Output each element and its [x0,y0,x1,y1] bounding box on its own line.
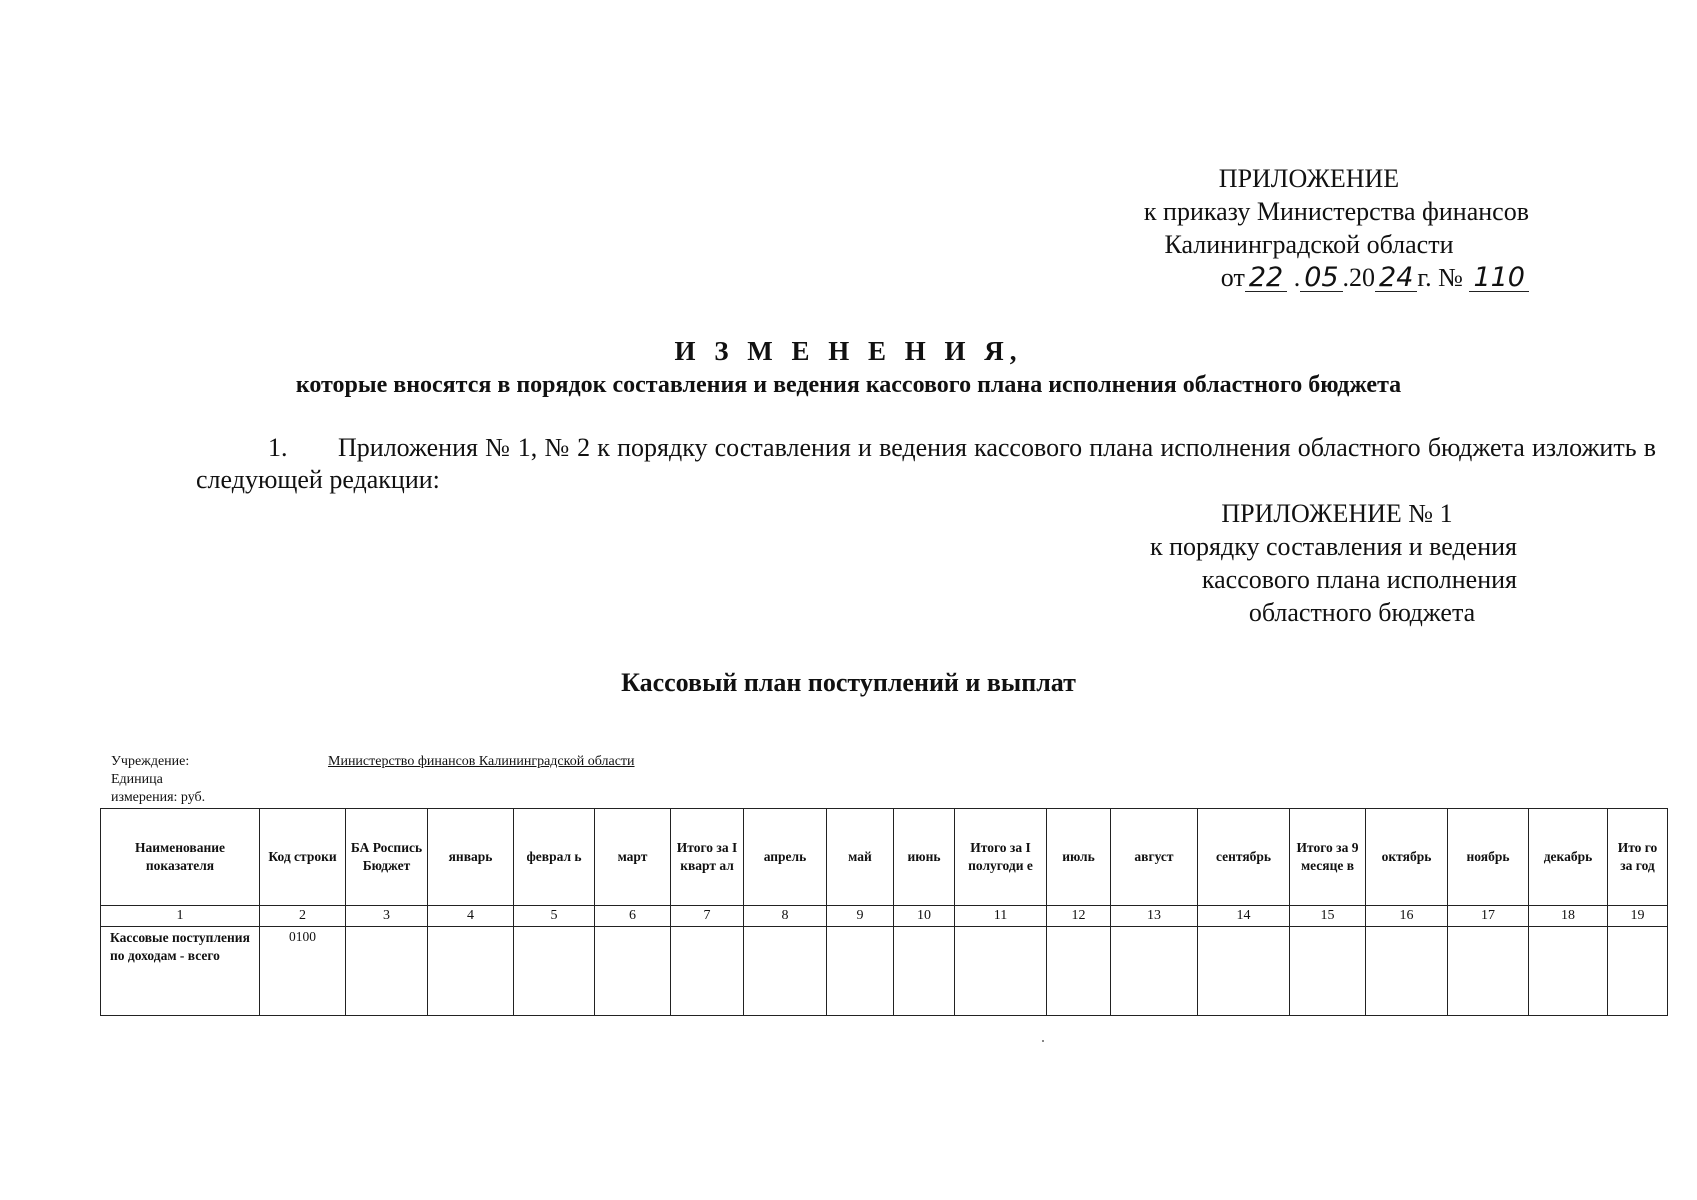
cell-9m-total [1290,927,1366,1016]
cell-nov [1448,927,1529,1016]
col-header-apr: апрель [744,809,827,906]
col-header-9m-total: Итого за 9 месяце в [1290,809,1366,906]
col-number: 7 [671,906,744,927]
col-header-feb: феврал ь [514,809,595,906]
handwritten-month: 05 [1300,265,1342,292]
cell-oct [1366,927,1448,1016]
cell-sep [1198,927,1290,1016]
col-header-h1-total: Итого за I полугоди е [955,809,1047,906]
table-header-row [101,809,1668,906]
col-number: 5 [514,906,595,927]
col-number: 18 [1529,906,1608,927]
col-header-jul: июль [1047,809,1111,906]
col-header-dec: декабрь [1529,809,1608,906]
appendix-1-header [1087,497,1517,629]
unit-label-2: измерения: руб. [111,790,206,805]
appendix-label: ПРИЛОЖЕНИЕ [1218,164,1400,193]
cell-feb [514,927,595,1016]
cell-jan [428,927,514,1016]
col-header-aug: август [1111,809,1198,906]
handwritten-year: 24 [1375,265,1417,292]
col-number: 11 [955,906,1047,927]
col-number: 12 [1047,906,1111,927]
col-number: 1 [101,906,260,927]
institution-value: Министерство финансов Калининградской области [328,754,635,769]
meta-labels [111,753,301,807]
cell-apr [744,927,827,1016]
date-prefix: от [1220,263,1245,292]
cell-ba [346,927,428,1016]
col-header-q1-total: Итого за I кварт ал [671,809,744,906]
cell-mar [595,927,671,1016]
document-subtitle: которые вносятся в порядок составления и ведения кассового плана исполнения областного бюджета [295,372,1402,398]
number-prefix: г. № [1417,263,1463,292]
col-number: 14 [1198,906,1290,927]
appendix-1-label: ПРИЛОЖЕНИЕ № 1 [1221,499,1453,528]
col-header-mar: март [595,809,671,906]
appendix-date-line: от 22 . 05 .20 24 г. № 110 [1089,261,1529,294]
appendix-header [1089,162,1529,294]
cell-aug [1111,927,1198,1016]
col-header-year-total: Ито го за год [1608,809,1668,906]
table-row [101,927,1668,1016]
cell-year-total [1608,927,1668,1016]
plan-title: Кассовый план поступлений и выплат [621,668,1076,697]
cell-q1-total [671,927,744,1016]
col-number: 2 [260,906,346,927]
col-number: 10 [894,906,955,927]
col-number: 19 [1608,906,1668,927]
paragraph-1 [196,432,1656,496]
col-header-nov: ноябрь [1448,809,1529,906]
col-header-code: Код строки [260,809,346,906]
col-number: 8 [744,906,827,927]
institution-label: Учреждение: [111,754,190,769]
col-header-sep: сентябрь [1198,809,1290,906]
col-header-oct: октябрь [1366,809,1448,906]
col-header-name: Наименование показателя [101,809,260,906]
col-number: 6 [595,906,671,927]
cell-dec [1529,927,1608,1016]
col-header-jan: январь [428,809,514,906]
appendix-1-line2: к порядку составления и ведения [1150,532,1517,561]
appendix-order-line: к приказу Министерства финансов [1143,197,1529,226]
document-title: И З М Е Н Е Н И Я, [674,336,1023,366]
cell-jun [894,927,955,1016]
appendix-region-line: Калининградской области [1164,230,1454,259]
col-number: 13 [1111,906,1198,927]
col-number: 15 [1290,906,1366,927]
handwritten-order-number: 110 [1469,265,1529,292]
cell-jul [1047,927,1111,1016]
col-header-jun: июнь [894,809,955,906]
col-number: 9 [827,906,894,927]
scan-speck [1042,1040,1044,1042]
cell-h1-total [955,927,1047,1016]
handwritten-day: 22 [1245,265,1287,292]
paragraph-number: 1. [268,433,288,462]
year-prefix: .20 [1342,263,1376,292]
col-header-may: май [827,809,894,906]
col-number: 17 [1448,906,1529,927]
column-numbers-row [101,906,1668,927]
col-number: 3 [346,906,428,927]
cell-may [827,927,894,1016]
appendix-1-line3: кассового плана исполнения [1201,565,1517,594]
row-name: Кассовые поступления по доходам - всего [101,927,260,1016]
paragraph-text: Приложения № 1, № 2 к порядку составления и ведения кассового плана исполнения областного бюджета изложить в следующей редакции: [196,433,1656,494]
cash-plan-table [100,808,1668,1016]
unit-label-1: Единица [111,772,163,787]
col-number: 4 [428,906,514,927]
appendix-1-line4: областного бюджета [1248,598,1476,627]
col-header-ba: БА Роспись Бюджет [346,809,428,906]
row-code: 0100 [260,927,346,1016]
col-number: 16 [1366,906,1448,927]
